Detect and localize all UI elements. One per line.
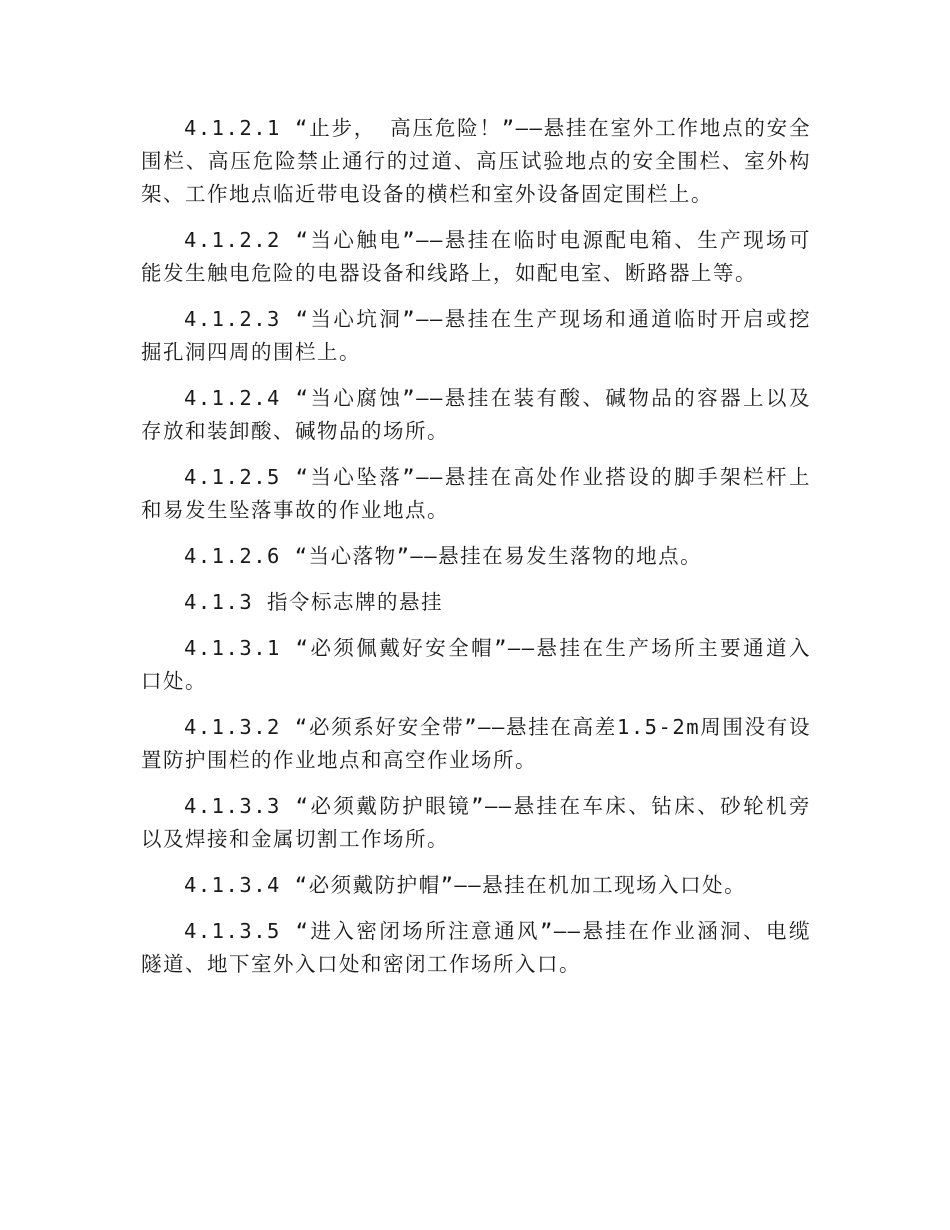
paragraph-4-1-3-3: 4.1.3.3 “必须戴防护眼镜”——悬挂在车床、钻床、砂轮机旁以及焊接和金属切割工作场所。 <box>141 794 811 851</box>
paragraph-4-1-3-5: 4.1.3.5 “进入密闭场所注意通风”——悬挂在作业涵洞、电缆隧道、地下室外入口处和密闭工作场所入口。 <box>141 919 811 976</box>
paragraph-4-1-3-1: 4.1.3.1 “必须佩戴好安全帽”——悬挂在生产场所主要通道入口处。 <box>141 636 811 693</box>
paragraph-4-1-2-3: 4.1.2.3 “当心坑洞”——悬挂在生产现场和通道临时开启或挖掘孔洞四周的围栏上。 <box>141 307 811 364</box>
paragraph-4-1-3-4: 4.1.3.4 “必须戴防护帽”——悬挂在机加工现场入口处。 <box>184 873 747 897</box>
paragraph-4-1-2-5: 4.1.2.5 “当心坠落”——悬挂在高处作业搭设的脚手架栏杆上和易发生坠落事故的作业地点。 <box>141 465 811 522</box>
paragraph-4-1-2-6: 4.1.2.6 “当心落物”——悬挂在易发生落物的地点。 <box>184 544 703 568</box>
paragraph-4-1-2-1: 4.1.2.1 “止步， 高压危险！”——悬挂在室外工作地点的安全围栏、高压危险禁止通行的过道、高压试验地点的安全围栏、室外构架、工作地点临近带电设备的横栏和室外设备固定围栏上。 <box>141 116 811 206</box>
paragraph-4-1-2-4: 4.1.2.4 “当心腐蚀”——悬挂在装有酸、碱物品的容器上以及存放和装卸酸、碱物品的场所。 <box>141 386 811 443</box>
document-body <box>141 112 811 994</box>
paragraph-4-1-3-2: 4.1.3.2 “必须系好安全带”——悬挂在高差1.5-2m周围没有设置防护围栏的作业地点和高空作业场所。 <box>141 715 811 772</box>
paragraph-4-1-2-2: 4.1.2.2 “当心触电”——悬挂在临时电源配电箱、生产现场可能发生触电危险的电器设备和线路上，如配电室、断路器上等。 <box>141 228 811 285</box>
section-heading-4-1-3: 4.1.3 指令标志牌的悬挂 <box>184 590 444 614</box>
